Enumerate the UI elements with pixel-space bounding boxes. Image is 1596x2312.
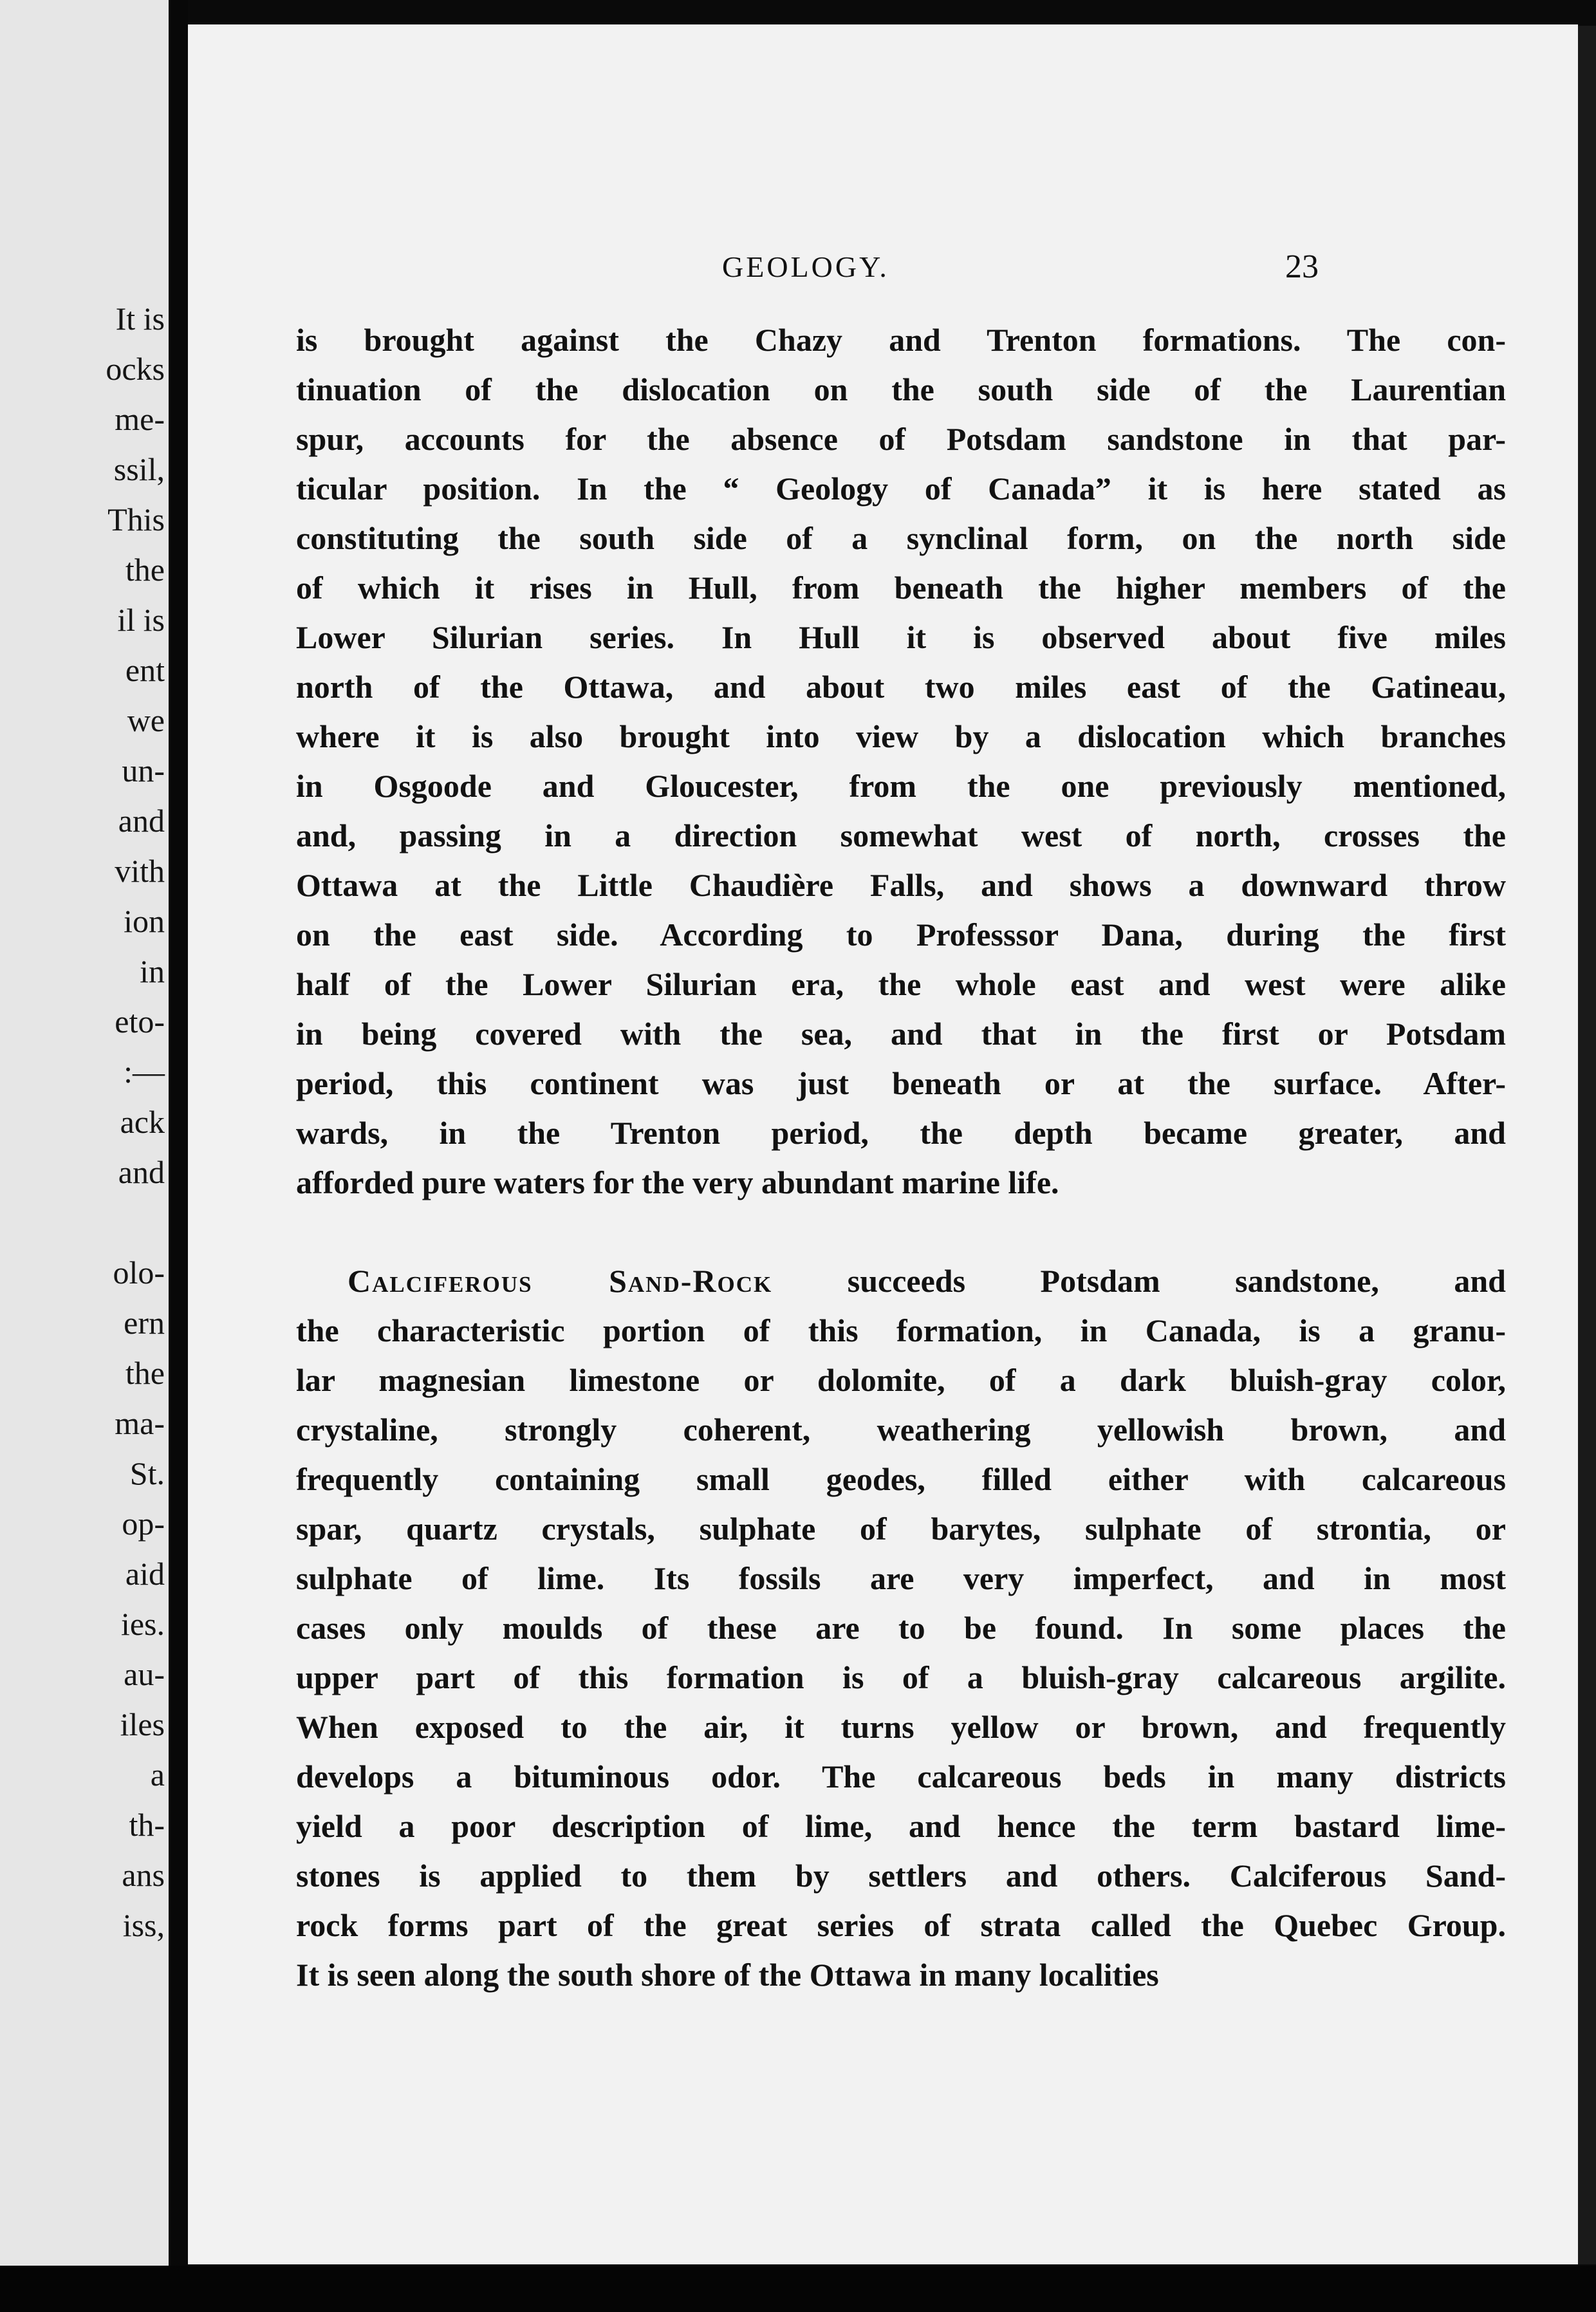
facing-page-line: and xyxy=(118,1154,165,1190)
text-line: develops a bituminous odor. The calcareous beds in many districts xyxy=(296,1758,1506,1795)
page-23 xyxy=(188,24,1578,2264)
text-line: and, passing in a direction somewhat west of north, crosses the xyxy=(296,817,1506,853)
facing-page-line: ocks xyxy=(106,351,165,387)
text-line: yield a poor description of lime, and hence the term bastard lime- xyxy=(296,1808,1506,1844)
facing-page-line: ma- xyxy=(115,1405,165,1441)
facing-page-line: iss, xyxy=(122,1907,165,1943)
text-line: It is seen along the south shore of the Ottawa in many localities xyxy=(296,1957,1159,1993)
facing-page-line: il is xyxy=(117,602,165,638)
text-line: sulphate of lime. Its fossils are very imperfect, and in most xyxy=(296,1560,1506,1596)
facing-page-line: un- xyxy=(122,752,165,788)
text-line: north of the Ottawa, and about two miles east of the Gatineau, xyxy=(296,669,1506,705)
facing-page-line: the xyxy=(125,552,165,588)
facing-page-line: a xyxy=(150,1757,165,1793)
facing-page-line: olo- xyxy=(113,1254,165,1291)
facing-page-line: ack xyxy=(120,1104,165,1140)
text-line: lar magnesian limestone or dolomite, of a dark bluish-gray color, xyxy=(296,1362,1506,1398)
running-header xyxy=(188,245,1578,290)
scan-border xyxy=(0,2266,1596,2312)
text-line: constituting the south side of a synclinal form, on the north side xyxy=(296,520,1506,556)
facing-page-line: ent xyxy=(125,652,165,688)
running-title: GEOLOGY. xyxy=(722,250,889,283)
text-line: crystaline, strongly coherent, weathering yellowish brown, and xyxy=(296,1412,1506,1448)
text-line: on the east side. According to Professsor Dana, during the first xyxy=(296,917,1506,953)
page-edge-shadow xyxy=(1578,26,1596,2264)
section-lead-term: Calciferous Sand-Rock xyxy=(348,1263,773,1299)
text-line: Ottawa at the Little Chaudière Falls, and shows a downward throw xyxy=(296,867,1506,903)
facing-page-line: ssil, xyxy=(113,451,165,487)
facing-page-line: ern xyxy=(124,1305,165,1341)
text-line: tinuation of the dislocation on the south side of the Laurentian xyxy=(296,371,1506,407)
facing-page-line: ion xyxy=(124,903,165,939)
text-line: stones is applied to them by settlers and others. Calciferous Sand- xyxy=(296,1858,1506,1894)
facing-page-line: aid xyxy=(125,1556,165,1592)
text-line: where it is also brought into view by a dislocation which branches xyxy=(296,718,1506,754)
text-line: ticular position. In the “ Geology of Canada” it is here stated as xyxy=(296,471,1506,507)
facing-page-line: op- xyxy=(122,1506,165,1542)
facing-page-line: th- xyxy=(129,1807,165,1843)
facing-page-line: the xyxy=(125,1355,165,1391)
facing-page-line: in xyxy=(140,953,165,989)
text-line: in being covered with the sea, and that in the first or Potsdam xyxy=(296,1016,1506,1052)
text-line: spar, quartz crystals, sulphate of barytes, sulphate of strontia, or xyxy=(296,1511,1506,1547)
paragraph-2-first-rest: succeeds Potsdam sandstone, and xyxy=(772,1263,1506,1299)
facing-page-line: eto- xyxy=(115,1003,165,1039)
text-line: upper part of this formation is of a bluish-gray calcareous argilite. xyxy=(296,1659,1506,1695)
text-line: in Osgoode and Gloucester, from the one previously mentioned, xyxy=(296,768,1506,804)
text-line: wards, in the Trenton period, the depth became greater, and xyxy=(296,1115,1506,1151)
book-gutter xyxy=(169,0,188,2291)
text-line: rock forms part of the great series of strata called the Quebec Group. xyxy=(296,1907,1506,1943)
facing-page-line: This xyxy=(107,501,165,537)
paragraph-2-first-line xyxy=(296,1265,1506,1297)
facing-page-line: me- xyxy=(115,401,165,437)
text-line: Lower Silurian series. In Hull it is observed about five miles xyxy=(296,619,1506,655)
text-line: When exposed to the air, it turns yellow or brown, and frequently xyxy=(296,1709,1506,1745)
text-line: cases only moulds of these are to be found. In some places the xyxy=(296,1610,1506,1646)
page-number: 23 xyxy=(1285,248,1319,285)
text-line: period, this continent was just beneath or at the surface. After- xyxy=(296,1065,1506,1101)
facing-page-line: iles xyxy=(120,1706,165,1742)
facing-page-line: and xyxy=(118,803,165,839)
text-line: afforded pure waters for the very abundant marine life. xyxy=(296,1164,1059,1200)
text-line: of which it rises in Hull, from beneath the higher members of the xyxy=(296,570,1506,606)
facing-page-line: vith xyxy=(115,853,165,889)
facing-page-line: St. xyxy=(129,1455,165,1491)
text-line: half of the Lower Silurian era, the whole east and west were alike xyxy=(296,966,1506,1002)
text-line: frequently containing small geodes, filled either with calcareous xyxy=(296,1461,1506,1497)
facing-page-line: ans xyxy=(122,1857,165,1893)
facing-page-line: It is xyxy=(115,301,165,337)
facing-page-line: :— xyxy=(124,1054,165,1090)
text-line: is brought against the Chazy and Trenton formations. The con- xyxy=(296,322,1506,358)
text-line: the characteristic portion of this formation, in Canada, is a granu- xyxy=(296,1312,1506,1348)
text-line: spur, accounts for the absence of Potsdam sandstone in that par- xyxy=(296,421,1506,457)
facing-page-line: ies. xyxy=(120,1606,165,1642)
facing-page-line: we xyxy=(127,702,165,738)
facing-page xyxy=(0,0,169,2266)
facing-page-line: au- xyxy=(124,1656,165,1692)
